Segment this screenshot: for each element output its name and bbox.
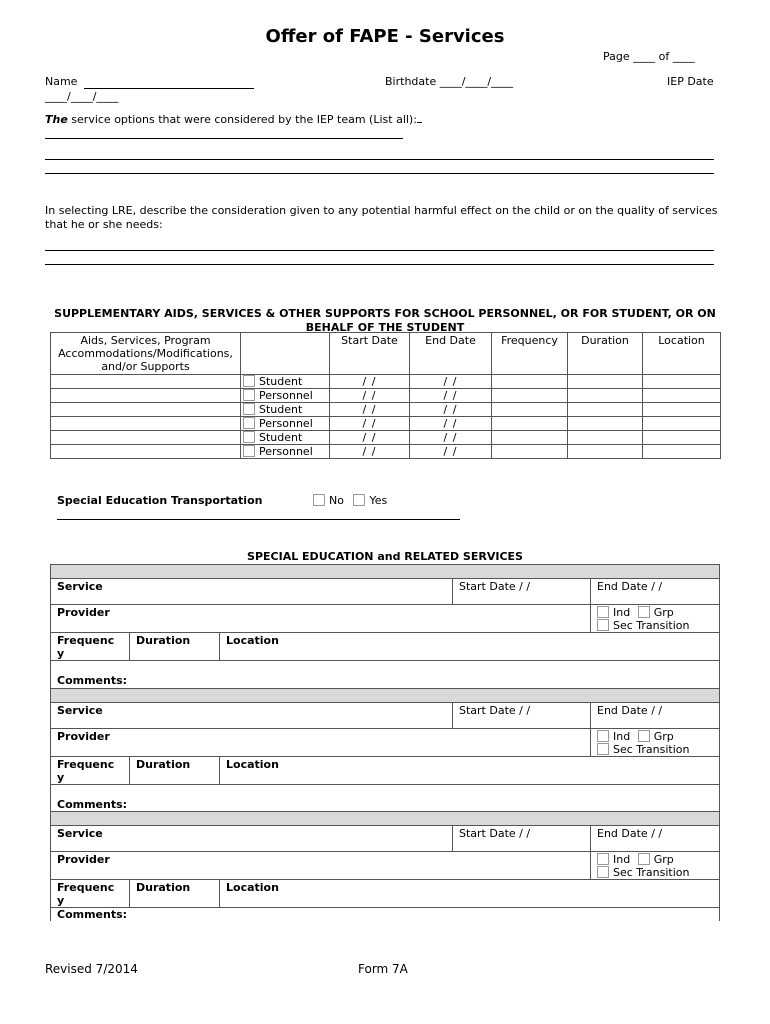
service-options-prompt [45, 113, 422, 126]
end-date-field[interactable]: End Date / / [597, 704, 663, 717]
end-date-cell[interactable]: / / [410, 403, 492, 417]
personnel-checkbox[interactable] [243, 445, 255, 457]
aids-cell[interactable] [51, 389, 241, 403]
start-date-field[interactable]: Start Date / / [453, 703, 591, 728]
sec-transition-checkbox[interactable] [597, 866, 609, 878]
start-date-field[interactable]: Start Date / / [453, 826, 591, 851]
duration-cell[interactable] [568, 417, 643, 431]
location-field[interactable]: Location [226, 634, 279, 647]
start-date-cell[interactable]: / / [330, 403, 410, 417]
transportation-label: Special Education Transportation [57, 494, 263, 507]
service-band [50, 811, 720, 825]
sec-transition-label: Sec Transition [613, 619, 690, 632]
duration-cell[interactable] [568, 375, 643, 389]
transportation-yes-checkbox[interactable] [353, 494, 365, 506]
table-row [51, 389, 721, 403]
service-band [50, 564, 720, 578]
frequency-cell[interactable] [492, 417, 568, 431]
grp-checkbox[interactable] [638, 730, 650, 742]
col-location: Location [643, 333, 721, 375]
location-cell[interactable] [643, 445, 721, 459]
duration-cell[interactable] [568, 445, 643, 459]
location-cell[interactable] [643, 417, 721, 431]
who-label: Personnel [259, 389, 313, 402]
service-options-line-3[interactable] [45, 173, 714, 174]
lre-prompt: In selecting LRE, describe the consideration given to any potential harmful effect on the child or on the quality of services that he or she needs: [45, 204, 718, 231]
service-options-text: service options that were considered by the IEP team (List all): [71, 113, 417, 126]
service-field[interactable]: Service [51, 703, 453, 728]
ind-checkbox[interactable] [597, 853, 609, 865]
transportation-no-checkbox[interactable] [313, 494, 325, 506]
page-number-line: Page ____ of ____ [603, 50, 695, 63]
provider-field[interactable]: Provider [51, 852, 591, 879]
who-label: Student [259, 431, 303, 444]
duration-cell[interactable] [568, 403, 643, 417]
end-date-cell[interactable]: / / [410, 431, 492, 445]
table-row [51, 445, 721, 459]
provider-field[interactable]: Provider [51, 729, 591, 756]
aids-cell[interactable] [51, 431, 241, 445]
service-options-line-1[interactable] [45, 138, 403, 139]
location-cell[interactable] [643, 389, 721, 403]
col-start-date: Start Date [330, 333, 410, 375]
duration-field[interactable]: Duration [130, 757, 220, 784]
duration-cell[interactable] [568, 431, 643, 445]
lre-line-1[interactable] [45, 250, 714, 251]
comments-field[interactable]: Comments: [57, 798, 128, 811]
who-label: Student [259, 375, 303, 388]
start-date-cell[interactable]: / / [330, 431, 410, 445]
page-title: Offer of FAPE - Services [265, 26, 505, 47]
table-row [51, 417, 721, 431]
birthdate-field[interactable]: Birthdate ____/____/____ [385, 75, 514, 88]
setting-options [591, 852, 719, 879]
personnel-checkbox[interactable] [243, 417, 255, 429]
table-row [51, 403, 721, 417]
frequency-field[interactable]: Frequenc y [51, 757, 130, 784]
sec-transition-checkbox[interactable] [597, 619, 609, 631]
end-date-cell[interactable]: / / [410, 375, 492, 389]
service-band [50, 688, 720, 702]
sped-heading: SPECIAL EDUCATION and RELATED SERVICES [247, 550, 523, 563]
service-options-lead: The [45, 113, 68, 126]
location-cell[interactable] [643, 431, 721, 445]
col-duration: Duration [568, 333, 643, 375]
frequency-cell[interactable] [492, 403, 568, 417]
who-label: Personnel [259, 445, 313, 458]
grp-label: Grp [653, 853, 674, 866]
form-number: Form 7A [358, 962, 408, 976]
service-field[interactable]: Service [51, 826, 453, 851]
ind-label: Ind [613, 853, 631, 866]
student-checkbox[interactable] [243, 431, 255, 443]
service-options-line-2[interactable] [45, 159, 714, 160]
personnel-checkbox[interactable] [243, 389, 255, 401]
frequency-cell[interactable] [492, 375, 568, 389]
duration-field[interactable]: Duration [130, 880, 220, 907]
ind-checkbox[interactable] [597, 730, 609, 742]
who-label: Student [259, 403, 303, 416]
location-cell[interactable] [643, 375, 721, 389]
iep-date-label: IEP Date [667, 75, 714, 88]
service-block-2 [50, 688, 720, 812]
who-label: Personnel [259, 417, 313, 430]
frequency-cell[interactable] [492, 431, 568, 445]
frequency-field[interactable]: Frequenc y [51, 880, 130, 907]
grp-checkbox[interactable] [638, 606, 650, 618]
supplementary-heading: SUPPLEMENTARY AIDS, SERVICES & OTHER SUPPORTS FOR SCHOOL PERSONNEL, OR FOR STUDENT, OR ON BEHALF OF THE STUDENT [54, 307, 716, 334]
transportation-no-label: No [329, 494, 344, 507]
aids-cell[interactable] [51, 375, 241, 389]
provider-field[interactable]: Provider [51, 605, 591, 632]
grp-checkbox[interactable] [638, 853, 650, 865]
sec-transition-label: Sec Transition [613, 743, 690, 756]
start-date-field[interactable]: Start Date / / [453, 579, 591, 604]
setting-options [591, 729, 719, 756]
name-blank [84, 75, 254, 89]
revised-date: Revised 7/2014 [45, 962, 138, 976]
transportation-line[interactable] [57, 519, 460, 520]
end-date-cell[interactable]: / / [410, 389, 492, 403]
service-block-3 [50, 811, 720, 921]
end-date-field[interactable]: End Date / / [597, 827, 663, 840]
end-date-cell[interactable]: / / [410, 445, 492, 459]
start-date-cell[interactable]: / / [330, 389, 410, 403]
ind-checkbox[interactable] [597, 606, 609, 618]
service-block-1 [50, 564, 720, 688]
service-field[interactable]: Service [51, 579, 453, 604]
frequency-cell[interactable] [492, 445, 568, 459]
supplementary-table [50, 332, 721, 459]
sec-transition-label: Sec Transition [613, 866, 690, 879]
start-date-cell[interactable]: / / [330, 445, 410, 459]
frequency-field[interactable]: Frequenc y [51, 633, 130, 660]
lre-line-2[interactable] [45, 264, 714, 265]
student-checkbox[interactable] [243, 403, 255, 415]
frequency-cell[interactable] [492, 389, 568, 403]
grp-label: Grp [653, 730, 674, 743]
location-field[interactable]: Location [226, 881, 279, 894]
ind-label: Ind [613, 730, 631, 743]
col-aids: Aids, Services, Program Accommodations/Modifications, and/or Supports [51, 333, 241, 375]
col-end-date: End Date [410, 333, 492, 375]
end-date-cell[interactable]: / / [410, 417, 492, 431]
transportation-options [313, 494, 387, 507]
start-date-cell[interactable]: / / [330, 417, 410, 431]
table-row [51, 375, 721, 389]
location-field[interactable]: Location [226, 758, 279, 771]
col-frequency: Frequency [492, 333, 568, 375]
comments-field[interactable]: Comments: [57, 674, 128, 687]
col-who [241, 333, 330, 375]
duration-field[interactable]: Duration [130, 633, 220, 660]
sec-transition-checkbox[interactable] [597, 743, 609, 755]
comments-field[interactable]: Comments: [57, 908, 128, 921]
start-date-cell[interactable]: / / [330, 375, 410, 389]
grp-label: Grp [653, 606, 674, 619]
setting-options [591, 605, 719, 632]
student-checkbox[interactable] [243, 375, 255, 387]
end-date-field[interactable]: End Date / / [597, 580, 663, 593]
aids-cell[interactable] [51, 403, 241, 417]
name-label: Name [45, 75, 78, 88]
duration-cell[interactable] [568, 389, 643, 403]
name-field[interactable] [45, 75, 254, 89]
ind-label: Ind [613, 606, 631, 619]
aids-cell[interactable] [51, 445, 241, 459]
table-row [51, 431, 721, 445]
transportation-yes-label: Yes [369, 494, 388, 507]
location-cell[interactable] [643, 403, 721, 417]
aids-cell[interactable] [51, 417, 241, 431]
iep-date-field[interactable]: ____/____/____ [45, 90, 119, 103]
